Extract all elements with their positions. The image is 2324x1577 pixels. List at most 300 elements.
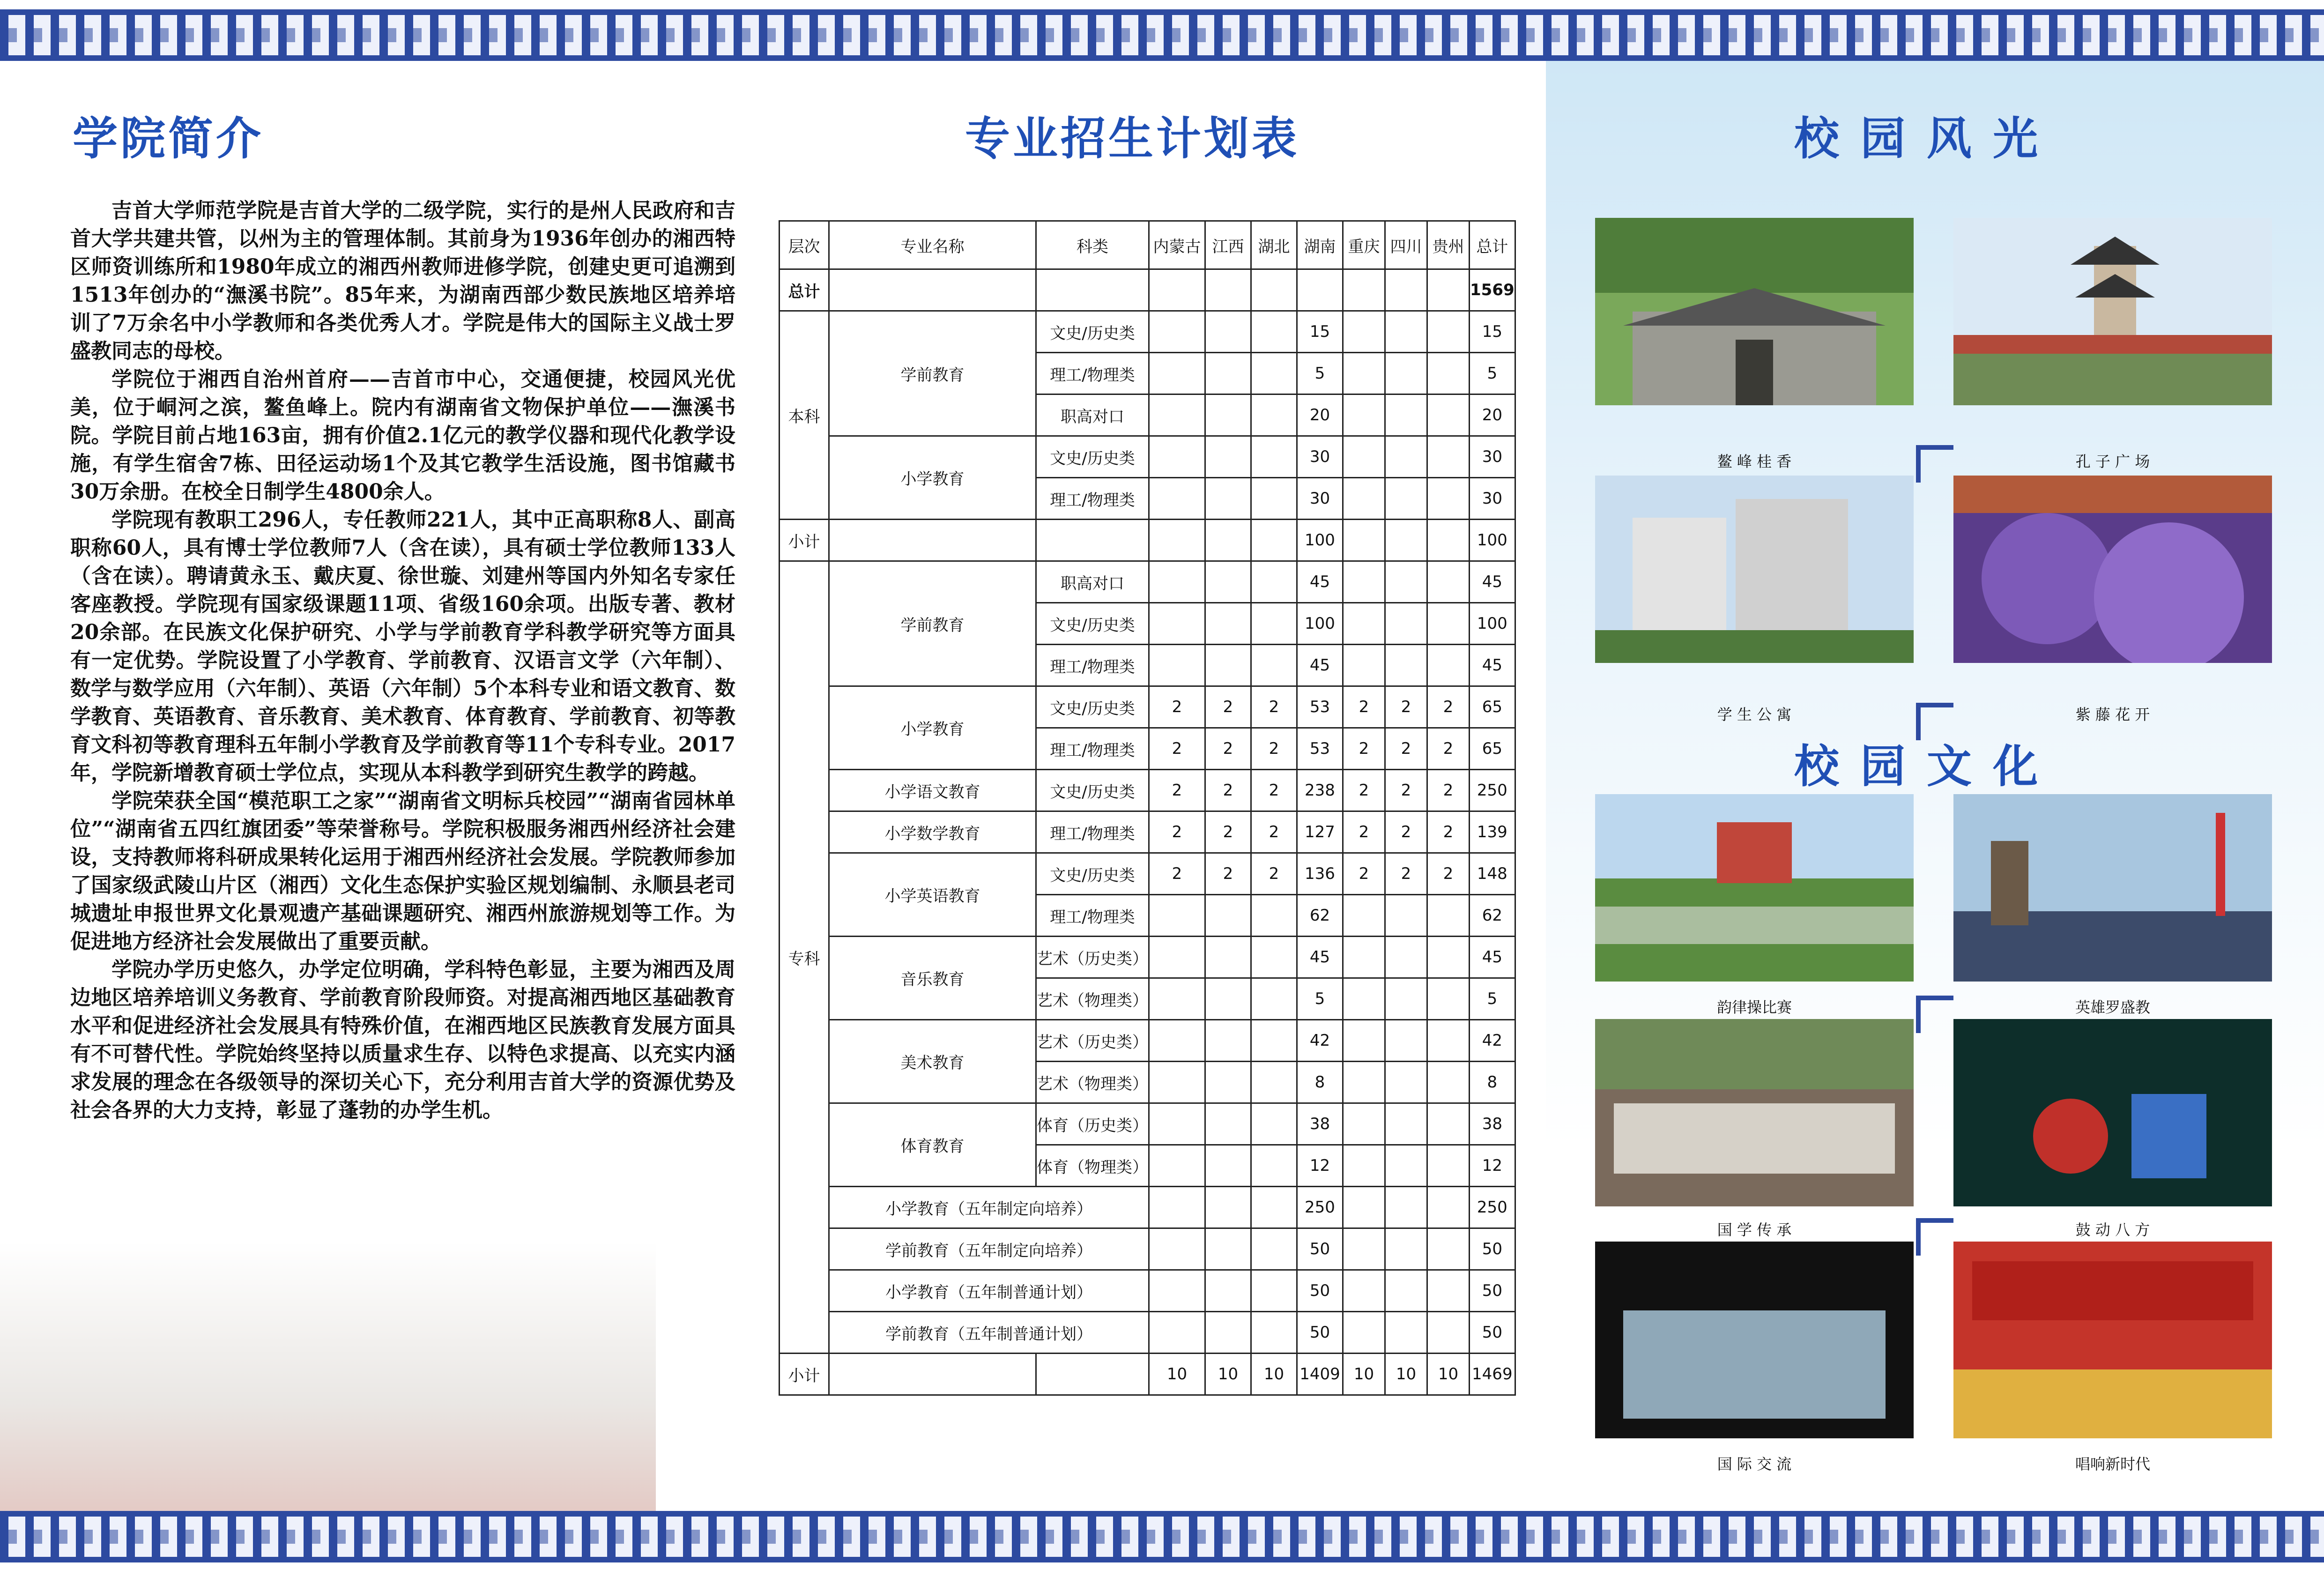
intro-paragraph: 学院位于湘西自治州首府——吉首市中心，交通便捷，校园风光优美，位于峒河之滨，鳌鱼峰上。院内有湖南省文物保护单位——潕溪书院。学院目前占地163亩，拥有价值2.1亿元的教学仪器和现代化教学设施，有学生宿舍7栋、田径运动场1个及其它教学生活设施，图书馆藏书30万余册。在校全日制学生4800余人。 (70, 367, 735, 504)
table-value-cell (1251, 1145, 1297, 1187)
table-value-cell (1205, 978, 1251, 1020)
table-value-cell (1427, 1020, 1470, 1062)
table-value-cell (1385, 645, 1427, 686)
table-row (780, 811, 1515, 853)
category-cell: 艺术（历史类） (1036, 937, 1149, 978)
table-value-cell: 2 (1205, 853, 1251, 895)
table-value-cell (1205, 353, 1251, 394)
table-row (780, 1312, 1515, 1354)
table-value-cell (1149, 1312, 1205, 1354)
table-header-cell: 重庆 (1343, 221, 1385, 269)
table-value-cell: 2 (1205, 770, 1251, 811)
table-row (780, 1103, 1515, 1145)
table-value-cell: 50 (1470, 1270, 1515, 1312)
table-value-cell (1427, 1270, 1470, 1312)
photo-caption: 紫 藤 花 开 (2075, 706, 2150, 723)
table-value-cell: 10 (1205, 1354, 1251, 1395)
category-cell: 艺术（物理类） (1036, 978, 1149, 1020)
table-value-cell (1149, 311, 1205, 353)
table-value-cell: 5 (1470, 353, 1515, 394)
table-value-cell (1343, 1062, 1385, 1103)
table-row (780, 1020, 1515, 1062)
major-cell: 美术教育 (829, 1020, 1036, 1103)
table-value-cell (1343, 478, 1385, 520)
table-value-cell (1343, 1103, 1385, 1145)
table-value-cell (1251, 1228, 1297, 1270)
table-value-cell: 2 (1149, 686, 1205, 728)
subtotal-row (780, 520, 1515, 561)
table-value-cell: 50 (1297, 1228, 1343, 1270)
table-value-cell: 136 (1297, 853, 1343, 895)
table-value-cell: 2 (1343, 686, 1385, 728)
table-cell (829, 1354, 1036, 1395)
table-value-cell (1205, 1103, 1251, 1145)
table-value-cell: 2 (1251, 686, 1297, 728)
table-value-cell: 2 (1427, 770, 1470, 811)
photo-caption: 孔 子 广 场 (2075, 453, 2150, 470)
table-value-cell: 42 (1297, 1020, 1343, 1062)
table-value-cell: 30 (1297, 436, 1343, 478)
total-row (780, 269, 1515, 311)
table-value-cell: 250 (1470, 1187, 1515, 1228)
table-value-cell: 8 (1470, 1062, 1515, 1103)
table-value-cell (1251, 1312, 1297, 1354)
table-value-cell: 2 (1251, 770, 1297, 811)
table-header-row (780, 221, 1515, 269)
table-value-cell (1427, 603, 1470, 645)
table-cell (1427, 269, 1470, 311)
table-value-cell (1251, 603, 1297, 645)
table-value-cell (1343, 978, 1385, 1020)
table-value-cell (1251, 394, 1297, 436)
table-value-cell: 250 (1470, 770, 1515, 811)
campus-photo-group (1595, 1019, 1914, 1206)
table-value-cell (1149, 1103, 1205, 1145)
table-header-cell: 科类 (1036, 221, 1149, 269)
table-value-cell: 2 (1251, 811, 1297, 853)
table-value-cell: 10 (1149, 1354, 1205, 1395)
table-cell (1251, 269, 1297, 311)
table-value-cell: 127 (1297, 811, 1343, 853)
table-value-cell (1427, 1187, 1470, 1228)
table-cell (1205, 269, 1251, 311)
campus-photo-dorm (1595, 476, 1914, 663)
table-row (780, 1228, 1515, 1270)
table-value-cell (1385, 353, 1427, 394)
table-value-cell: 5 (1297, 353, 1343, 394)
major-cell: 小学教育（五年制定向培养） (829, 1187, 1149, 1228)
table-value-cell: 15 (1470, 311, 1515, 353)
table-value-cell: 238 (1297, 770, 1343, 811)
table-value-cell (1205, 937, 1251, 978)
table-value-cell (1343, 394, 1385, 436)
table-cell (1385, 269, 1427, 311)
table-value-cell (1149, 645, 1205, 686)
photo-caption: 鳌 峰 桂 香 (1717, 453, 1792, 470)
table-value-cell (1251, 1062, 1297, 1103)
table-value-cell (1205, 645, 1251, 686)
table-value-cell: 2 (1385, 853, 1427, 895)
table-value-cell: 20 (1470, 394, 1515, 436)
table-value-cell (1427, 353, 1470, 394)
table-value-cell (1427, 1103, 1470, 1145)
table-row (780, 1270, 1515, 1312)
table-value-cell: 100 (1297, 520, 1343, 561)
photo-caption: 唱响新时代 (2075, 1455, 2150, 1473)
top-border (0, 9, 2324, 61)
photo-caption: 英雄罗盛教 (2075, 998, 2150, 1016)
table-value-cell (1343, 1312, 1385, 1354)
table-value-cell (1343, 436, 1385, 478)
table-value-cell: 2 (1205, 811, 1251, 853)
intro-paragraph: 学院办学历史悠久，办学定位明确，学科特色彰显，主要为湘西及周边地区培养培训义务教育、学前教育阶段师资。对提高湘西地区基础教育水平和促进经济社会发展具有特殊价值，在湘西地区民族教育发展方面具有不可替代性。学院始终坚持以质量求生存、以特色求提高、以充实内涵求发展的理念在各级领导的深切关心下，充分利用吉首大学的资源优势及社会各界的大力支持，彰显了蓬勃的办学生机。 (70, 958, 735, 1122)
table-value-cell (1385, 895, 1427, 937)
table-value-cell (1251, 1103, 1297, 1145)
table-value-cell (1149, 937, 1205, 978)
table-value-cell (1385, 937, 1427, 978)
table-value-cell (1343, 603, 1385, 645)
category-cell: 文史/历史类 (1036, 603, 1149, 645)
table-value-cell (1343, 937, 1385, 978)
category-cell: 理工/物理类 (1036, 645, 1149, 686)
table-value-cell: 2 (1205, 686, 1251, 728)
table-value-cell: 139 (1470, 811, 1515, 853)
decorative-corner (1916, 703, 1953, 740)
decorative-corner (1916, 1218, 1953, 1256)
table-value-cell (1205, 394, 1251, 436)
table-value-cell (1149, 478, 1205, 520)
table-value-cell: 100 (1297, 603, 1343, 645)
category-cell: 理工/物理类 (1036, 728, 1149, 770)
table-value-cell (1149, 603, 1205, 645)
table-value-cell: 2 (1427, 853, 1470, 895)
table-value-cell: 2 (1149, 853, 1205, 895)
table-value-cell: 45 (1297, 561, 1343, 603)
table-value-cell: 45 (1297, 937, 1343, 978)
total-value: 1569 (1470, 269, 1515, 311)
table-heading: 专业招生计划表 (965, 112, 1299, 165)
table-value-cell (1343, 353, 1385, 394)
scenery-heading: 校 园 风 光 (1794, 112, 2041, 165)
table-value-cell (1149, 436, 1205, 478)
campus-photo-pagoda (1953, 218, 2272, 405)
campus-photo-choir (1953, 1242, 2272, 1438)
table-value-cell (1427, 1228, 1470, 1270)
table-value-cell (1205, 1062, 1251, 1103)
table-value-cell: 62 (1470, 895, 1515, 937)
table-value-cell: 2 (1343, 853, 1385, 895)
table-row (780, 770, 1515, 811)
major-cell: 小学教育 (829, 686, 1036, 770)
table-value-cell: 2 (1427, 728, 1470, 770)
table-value-cell (1251, 520, 1297, 561)
table-value-cell: 1409 (1297, 1354, 1343, 1395)
culture-heading: 校 园 文 化 (1794, 740, 2041, 793)
faded-building-background (0, 1242, 656, 1511)
campus-photo-statue (1953, 794, 2272, 982)
intro-text (70, 197, 735, 1124)
table-value-cell (1149, 978, 1205, 1020)
table-value-cell (1251, 978, 1297, 1020)
table-value-cell (1251, 895, 1297, 937)
table-value-cell (1385, 520, 1427, 561)
table-value-cell (1427, 311, 1470, 353)
table-value-cell: 10 (1343, 1354, 1385, 1395)
table-row (780, 937, 1515, 978)
table-value-cell: 2 (1205, 728, 1251, 770)
category-cell: 职高对口 (1036, 394, 1149, 436)
table-cell (829, 269, 1036, 311)
table-value-cell (1149, 520, 1205, 561)
table-cell (829, 520, 1036, 561)
table-value-cell (1343, 520, 1385, 561)
table-value-cell (1385, 1020, 1427, 1062)
table-value-cell: 42 (1470, 1020, 1515, 1062)
campus-photo-stage (1953, 1019, 2272, 1206)
table-value-cell: 2 (1427, 811, 1470, 853)
table-value-cell: 2 (1385, 686, 1427, 728)
table-value-cell (1149, 1228, 1205, 1270)
table-value-cell (1343, 1270, 1385, 1312)
table-value-cell: 8 (1297, 1062, 1343, 1103)
category-cell: 理工/物理类 (1036, 353, 1149, 394)
table-value-cell (1427, 1145, 1470, 1187)
table-header-cell: 贵州 (1427, 221, 1470, 269)
table-value-cell (1385, 1145, 1427, 1187)
table-value-cell: 100 (1470, 603, 1515, 645)
table-value-cell: 2 (1251, 853, 1297, 895)
category-cell: 文史/历史类 (1036, 853, 1149, 895)
table-value-cell: 53 (1297, 728, 1343, 770)
category-cell: 文史/历史类 (1036, 770, 1149, 811)
table-value-cell: 2 (1385, 811, 1427, 853)
table-value-cell (1149, 353, 1205, 394)
table-value-cell: 10 (1427, 1354, 1470, 1395)
major-cell: 学前教育（五年制定向培养） (829, 1228, 1149, 1270)
category-cell: 理工/物理类 (1036, 478, 1149, 520)
table-value-cell (1149, 1145, 1205, 1187)
table-cell (1149, 269, 1205, 311)
photo-caption: 韵律操比赛 (1716, 998, 1792, 1016)
major-cell: 小学语文教育 (829, 770, 1036, 811)
table-value-cell (1205, 1145, 1251, 1187)
table-value-cell (1427, 561, 1470, 603)
enrollment-table (779, 220, 1516, 1396)
table-value-cell: 50 (1470, 1228, 1515, 1270)
campus-photo-intl (1595, 1242, 1914, 1438)
table-value-cell (1205, 1020, 1251, 1062)
table-value-cell (1205, 436, 1251, 478)
table-value-cell: 2 (1149, 811, 1205, 853)
intro-paragraph: 学院现有教职工296人，专任教师221人，其中正高职称8人、副高职称60人，具有博士学位教师7人（含在读），具有硕士学位教师133人（含在读）。聘请黄永玉、戴庆夏、徐世璇、刘建州等国内外知名专家任客座教授。学院现有国家级课题11项、省级160余项。出版专著、教材20余部。在民族文化保护研究、小学与学前教育学科教学研究等方面具有一定优势。学院设置了小学教育、学前教育、汉语言文学（六年制）、数学与数学应用（六年制）、英语（六年制）5个本科专业和语文教育、数学教育、英语教育、音乐教育、美术教育、体育教育、学前教育、初等教育文科初等教育理科五年制小学教育及学前教育等11个专科专业。2017年，学院新增教育硕士学位点，实现从本科教学到研究生教学的跨越。 (70, 508, 735, 785)
table-value-cell (1251, 436, 1297, 478)
table-value-cell: 45 (1470, 561, 1515, 603)
table-header-cell: 四川 (1385, 221, 1427, 269)
table-value-cell: 12 (1297, 1145, 1343, 1187)
table-value-cell (1427, 1312, 1470, 1354)
table-value-cell: 2 (1385, 728, 1427, 770)
table-value-cell (1385, 1103, 1427, 1145)
major-cell: 音乐教育 (829, 937, 1036, 1020)
table-value-cell: 65 (1470, 728, 1515, 770)
table-value-cell (1205, 478, 1251, 520)
table-value-cell (1343, 311, 1385, 353)
table-value-cell (1427, 394, 1470, 436)
photo-caption: 国 学 传 承 (1717, 1221, 1792, 1239)
bottom-border (0, 1511, 2324, 1562)
table-value-cell (1343, 1145, 1385, 1187)
table-value-cell (1251, 937, 1297, 978)
major-cell: 小学教育（五年制普通计划） (829, 1270, 1149, 1312)
table-value-cell (1205, 1187, 1251, 1228)
table-value-cell (1149, 1270, 1205, 1312)
category-cell: 艺术（物理类） (1036, 1062, 1149, 1103)
category-cell: 理工/物理类 (1036, 811, 1149, 853)
table-value-cell: 5 (1470, 978, 1515, 1020)
table-value-cell: 2 (1343, 811, 1385, 853)
table-value-cell (1427, 937, 1470, 978)
table-row (780, 1187, 1515, 1228)
table-value-cell (1427, 645, 1470, 686)
campus-photo-drill (1595, 794, 1914, 982)
table-value-cell: 65 (1470, 686, 1515, 728)
table-value-cell: 10 (1251, 1354, 1297, 1395)
table-value-cell: 2 (1343, 770, 1385, 811)
table-row (780, 561, 1515, 603)
table-row (780, 686, 1515, 728)
table-value-cell (1427, 1062, 1470, 1103)
table-value-cell (1385, 978, 1427, 1020)
category-cell: 职高对口 (1036, 561, 1149, 603)
table-value-cell: 50 (1470, 1312, 1515, 1354)
table-value-cell: 45 (1297, 645, 1343, 686)
table-value-cell: 30 (1297, 478, 1343, 520)
table-value-cell: 45 (1470, 645, 1515, 686)
table-value-cell (1385, 1228, 1427, 1270)
table-value-cell: 38 (1297, 1103, 1343, 1145)
table-cell (1343, 269, 1385, 311)
category-cell: 艺术（历史类） (1036, 1020, 1149, 1062)
table-header-cell: 总计 (1470, 221, 1515, 269)
table-value-cell: 50 (1297, 1270, 1343, 1312)
table-value-cell: 2 (1251, 728, 1297, 770)
table-value-cell (1385, 603, 1427, 645)
table-value-cell (1205, 895, 1251, 937)
table-value-cell: 2 (1149, 770, 1205, 811)
table-value-cell (1385, 478, 1427, 520)
table-header-cell: 专业名称 (829, 221, 1036, 269)
table-value-cell: 50 (1297, 1312, 1343, 1354)
decorative-corner (1916, 996, 1953, 1033)
photo-caption: 学 生 公 寓 (1717, 706, 1792, 723)
table-value-cell (1251, 353, 1297, 394)
table-value-cell: 5 (1297, 978, 1343, 1020)
table-cell (1297, 269, 1343, 311)
table-header-cell: 内蒙古 (1149, 221, 1205, 269)
subtotal-label: 小计 (780, 520, 829, 561)
table-value-cell (1149, 895, 1205, 937)
table-value-cell: 30 (1470, 436, 1515, 478)
table-value-cell: 38 (1470, 1103, 1515, 1145)
major-cell: 学前教育 (829, 561, 1036, 686)
table-value-cell (1343, 1020, 1385, 1062)
major-cell: 体育教育 (829, 1103, 1036, 1187)
table-value-cell: 2 (1427, 686, 1470, 728)
level-cell: 本科 (780, 311, 829, 520)
table-value-cell (1343, 561, 1385, 603)
table-value-cell (1427, 520, 1470, 561)
table-value-cell (1385, 436, 1427, 478)
campus-photo-wisteria (1953, 476, 2272, 663)
table-value-cell (1385, 1312, 1427, 1354)
enrollment-table-wrap (779, 220, 1516, 1396)
table-value-cell (1251, 561, 1297, 603)
table-value-cell: 2 (1343, 728, 1385, 770)
table-value-cell: 15 (1297, 311, 1343, 353)
decorative-corner (1916, 445, 1953, 483)
table-value-cell: 2 (1385, 770, 1427, 811)
table-value-cell (1385, 394, 1427, 436)
table-value-cell: 10 (1385, 1354, 1427, 1395)
table-value-cell (1149, 1187, 1205, 1228)
major-cell: 学前教育 (829, 311, 1036, 436)
major-cell: 学前教育（五年制普通计划） (829, 1312, 1149, 1354)
table-row (780, 853, 1515, 895)
photo-caption: 鼓 动 八 方 (2075, 1221, 2150, 1239)
table-value-cell: 1469 (1470, 1354, 1515, 1395)
table-value-cell (1149, 1062, 1205, 1103)
table-value-cell (1205, 520, 1251, 561)
subtotal-label: 小计 (780, 1354, 829, 1395)
table-value-cell (1251, 645, 1297, 686)
table-value-cell (1427, 478, 1470, 520)
table-value-cell (1385, 561, 1427, 603)
table-value-cell (1205, 1312, 1251, 1354)
table-value-cell (1343, 1228, 1385, 1270)
table-value-cell: 250 (1297, 1187, 1343, 1228)
table-value-cell: 53 (1297, 686, 1343, 728)
table-value-cell (1205, 311, 1251, 353)
table-value-cell (1343, 1187, 1385, 1228)
table-value-cell: 30 (1470, 478, 1515, 520)
category-cell: 文史/历史类 (1036, 311, 1149, 353)
intro-paragraph: 学院荣获全国“模范职工之家”“湖南省文明标兵校园”“湖南省园林单位”“湖南省五四红旗团委”等荣誉称号。学院积极服务湘西州经济社会建设，支持教师将科研成果转化运用于湘西州经济社会发展。学院教师参加了国家级武陵山片区（湘西）文化生态保护实验区规划编制、永顺县老司城遗址申报世界文化景观遗产基础课题研究、湘西州旅游规划等工作。为促进地方经济社会发展做出了重要贡献。 (70, 789, 735, 953)
category-cell: 文史/历史类 (1036, 686, 1149, 728)
intro-heading: 学院简介 (73, 112, 264, 165)
level-cell: 专科 (780, 561, 829, 1354)
table-value-cell (1251, 1020, 1297, 1062)
campus-photo-garden (1595, 218, 1914, 405)
table-value-cell (1427, 895, 1470, 937)
table-value-cell (1205, 1228, 1251, 1270)
table-value-cell (1385, 1187, 1427, 1228)
table-value-cell (1385, 1062, 1427, 1103)
table-row (780, 311, 1515, 353)
category-cell: 理工/物理类 (1036, 895, 1149, 937)
table-value-cell (1343, 895, 1385, 937)
table-value-cell: 12 (1470, 1145, 1515, 1187)
table-cell (1036, 269, 1149, 311)
table-value-cell: 100 (1470, 520, 1515, 561)
total-label: 总计 (780, 269, 829, 311)
table-value-cell (1205, 561, 1251, 603)
table-value-cell (1149, 394, 1205, 436)
category-cell: 文史/历史类 (1036, 436, 1149, 478)
table-value-cell: 2 (1149, 728, 1205, 770)
photo-caption: 国 际 交 流 (1717, 1455, 1792, 1473)
table-value-cell (1343, 645, 1385, 686)
subtotal-row (780, 1354, 1515, 1395)
